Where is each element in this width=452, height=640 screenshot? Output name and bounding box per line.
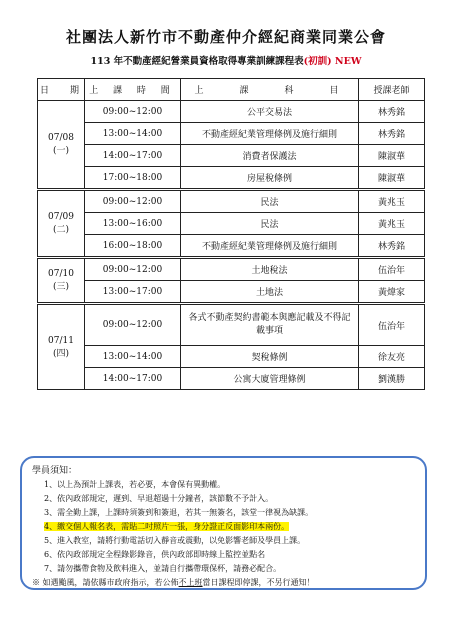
header-date: 日 期 (38, 79, 85, 101)
date-cell (38, 190, 85, 258)
weekday-text: (二) (52, 225, 70, 235)
date-cell (38, 101, 85, 190)
course-cell: 不動產經紀業管理條例及施行細則 (181, 123, 359, 145)
course-cell: 公平交易法 (181, 101, 359, 123)
course-cell: 民法 (181, 190, 359, 213)
time-cell: 09:00~12:00 (85, 190, 181, 213)
teacher-cell: 黃兆玉 (359, 190, 425, 213)
schedule-row (38, 167, 425, 190)
course-cell: 土地法 (181, 281, 359, 304)
header-teacher: 授課老師 (359, 79, 425, 101)
footer-underlined-text: 不上班 (178, 578, 203, 587)
teacher-cell: 林秀銘 (359, 101, 425, 123)
weekday-text: (一) (52, 146, 70, 156)
subtitle-tag: (初訓) NEW (303, 56, 362, 67)
schedule-row (38, 368, 425, 390)
note-item-highlight-text: 4、繳交個人報名表，需貼二吋照片一張，身分證正反面影印本兩份。 (44, 522, 290, 531)
note-item: 2、依內政部規定，遲到、早退超過十分鐘者，該節數不予計入。 (44, 494, 274, 503)
schedule-row (38, 346, 425, 368)
header-course: 上 課 科 目 (181, 79, 359, 101)
schedule-row (38, 258, 425, 281)
time-cell: 09:00~12:00 (85, 304, 181, 346)
date-cell (38, 258, 85, 304)
course-cell: 不動產經紀業管理條例及施行細則 (181, 235, 359, 258)
date-text: 07/11 (48, 335, 74, 346)
teacher-cell: 林秀銘 (359, 235, 425, 258)
schedule-row (38, 145, 425, 167)
schedule-row (38, 123, 425, 145)
date-text: 07/08 (48, 133, 74, 143)
page-subtitle (0, 53, 452, 67)
header-time: 上 課 時 間 (85, 79, 181, 101)
teacher-cell: 陳淑華 (359, 145, 425, 167)
teacher-cell: 伍治年 (359, 258, 425, 281)
teacher-cell: 陳淑華 (359, 167, 425, 190)
date-text: 07/09 (48, 212, 74, 222)
date-cell (38, 304, 85, 390)
footer-text-end: 當日課程即停課，不另行通知！ (202, 578, 315, 587)
teacher-cell: 林秀銘 (359, 123, 425, 145)
course-cell: 民法 (181, 213, 359, 235)
schedule-row (38, 235, 425, 258)
schedule-row (38, 213, 425, 235)
time-cell: 17:00~18:00 (85, 167, 181, 190)
teacher-cell: 伍治年 (359, 304, 425, 346)
schedule-row (38, 304, 425, 346)
teacher-cell: 黃兆玉 (359, 213, 425, 235)
course-cell: 房屋稅條例 (181, 167, 359, 190)
course-cell: 公寓大廈管理條例 (181, 368, 359, 390)
course-cell: 契稅條例 (181, 346, 359, 368)
time-cell: 16:00~18:00 (85, 235, 181, 258)
schedule-row (38, 101, 425, 123)
date-text: 07/10 (48, 269, 74, 279)
teacher-cell: 劉漢勝 (359, 368, 425, 390)
note-item-highlighted (32, 520, 415, 534)
course-cell: 土地稅法 (181, 258, 359, 281)
notes-footer (32, 576, 415, 590)
time-cell: 13:00~14:00 (85, 123, 181, 145)
notes-heading: 學員須知： (32, 466, 78, 476)
schedule-body (38, 101, 425, 390)
teacher-cell: 黃煒家 (359, 281, 425, 304)
schedule-row (38, 281, 425, 304)
teacher-cell: 徐友亮 (359, 346, 425, 368)
schedule-row (38, 190, 425, 213)
time-cell: 09:00~12:00 (85, 101, 181, 123)
weekday-text: (三) (52, 282, 70, 292)
note-item: 5、進入教室，請將行動電話切入靜音或震動，以免影響老師及學員上課。 (44, 536, 306, 545)
time-cell: 09:00~12:00 (85, 258, 181, 281)
time-cell: 14:00~17:00 (85, 368, 181, 390)
course-cell: 消費者保護法 (181, 145, 359, 167)
course-cell: 各式不動產契約書範本與應記載及不得記載事項 (181, 304, 359, 346)
time-cell: 14:00~17:00 (85, 145, 181, 167)
note-item: 3、需全勤上課，上課時須簽到和簽退，若其一無簽名，該堂一律視為缺課。 (44, 508, 314, 517)
weekday-text: (四) (52, 348, 70, 359)
note-item: 7、請勿攜帶食物及飲料進入，並請自行攜帶環保杯，請務必配合。 (44, 564, 282, 573)
notes-box (20, 456, 427, 590)
time-cell: 13:00~16:00 (85, 213, 181, 235)
subtitle-main: 113 年不動產經紀營業員資格取得專業訓練課程表 (90, 56, 304, 67)
page-title: 社團法人新竹市不動產仲介經紀商業同業公會 (65, 28, 386, 46)
header-row (38, 79, 425, 101)
schedule-table (37, 78, 425, 390)
note-item: 6、依內政部規定全程錄影錄音，供內政部即時線上監控並點名 (44, 550, 266, 559)
note-item: 1、以上為預計上課表，若必要，本會保有異動權。 (44, 480, 226, 489)
time-cell: 13:00~17:00 (85, 281, 181, 304)
time-cell: 13:00~14:00 (85, 346, 181, 368)
footer-text: ※ 如遇颱風，請依縣市政府指示，若公佈 (32, 578, 179, 587)
